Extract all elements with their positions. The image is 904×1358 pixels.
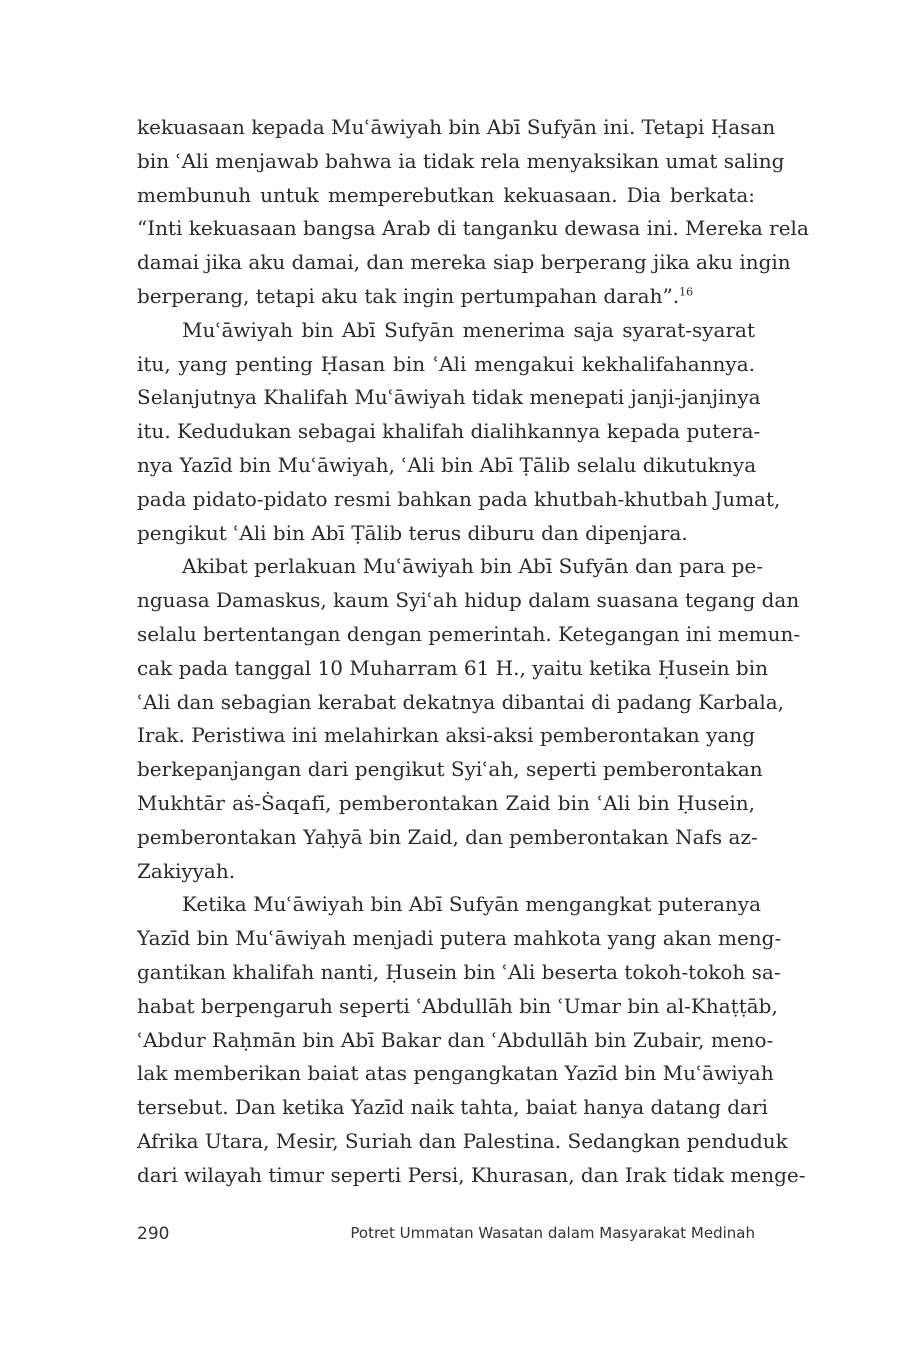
paragraph-4 (137, 888, 806, 1192)
running-title: Potret Ummatan Wasatan dalam Masyarakat Medinah (350, 1224, 755, 1242)
text-line: habat berpengaruh seperti ʿAbdullāh bin ʿUmar bin al-Khaṭṭāb, (137, 993, 778, 1018)
text-line: membunuh untuk memperebutkan kekuasaan. Dia berkata: (137, 182, 755, 207)
text-line: gantikan khalifah nanti, Ḥusein bin ʿAli beserta tokoh-tokoh sa- (137, 959, 781, 984)
body-text (137, 111, 809, 1193)
text-line: nguasa Damaskus, kaum Syiʿah hidup dalam suasana tegang dan (137, 588, 800, 613)
text-line: nya Yazīd bin Muʿāwiyah, ʿAli bin Abī Ṭālib selalu dikutuknya (137, 452, 757, 477)
text-line: Akibat perlakuan Muʿāwiyah bin Abī Sufyān dan para pe- (182, 554, 763, 579)
text-line: pemberontakan Yaḥyā bin Zaid, dan pemberontakan Nafs az- (137, 824, 758, 849)
paragraph-2 (137, 314, 781, 551)
text-line: Mukhtār aṡ-Ṡaqafī, pemberontakan Zaid bin ʿAli bin Ḥusein, (137, 790, 755, 815)
text-line: itu. Kedudukan sebagai khalifah dialihkannya kepada putera- (137, 419, 761, 444)
text-line: Irak. Peristiwa ini melahirkan aksi-aksi pemberontakan yang (137, 723, 755, 748)
text-line: Afrika Utara, Mesir, Suriah dan Palestina. Sedangkan penduduk (137, 1128, 788, 1153)
text-line: ʿAbdur Raḥmān bin Abī Bakar dan ʿAbdullāh bin Zubair, meno- (137, 1027, 774, 1052)
text-line (137, 280, 755, 314)
text-line: dari wilayah timur seperti Persi, Khurasan, dan Irak tidak menge- (137, 1162, 806, 1187)
text-line: Muʿāwiyah bin Abī Sufyān menerima saja syarat-syarat (182, 317, 755, 342)
text-line: Ketika Muʿāwiyah bin Abī Sufyān mengangkat puteranya (182, 892, 762, 917)
text-line: bin ʿAli menjawab bahwa ia tidak rela menyaksikan umat saling (137, 148, 785, 173)
text-line: Selanjutnya Khalifah Muʿāwiyah tidak menepati janji-janjinya (137, 385, 761, 410)
text-line: pengikut ʿAli bin Abī Ṭālib terus diburu dan dipenjara. (137, 520, 688, 545)
text-line: berkepanjangan dari pengikut Syiʿah, seperti pemberontakan (137, 757, 763, 782)
text-line: itu, yang penting Ḥasan bin ʿAli mengakui kekhalifahannya. (137, 351, 755, 376)
paragraph-3 (137, 550, 801, 888)
text-line: tersebut. Dan ketika Yazīd naik tahta, baiat hanya datang dari (137, 1095, 768, 1120)
text-line: “Inti kekuasaan bangsa Arab di tanganku dewasa ini. Mereka rela (137, 216, 809, 241)
text-line: ʿAli dan sebagian kerabat dekatnya dibantai di padang Karbala, (137, 689, 785, 714)
text-line: Yazīd bin Muʿāwiyah menjadi putera mahkota yang akan meng- (137, 926, 782, 951)
text-line: selalu bertentangan dengan pemerintah. Ketegangan ini memun- (137, 621, 801, 646)
text-line: cak pada tanggal 10 Muharram 61 H., yaitu ketika Ḥusein bin (137, 655, 769, 680)
text-line: Zakiyyah. (137, 858, 236, 883)
text-line-content: berperang, tetapi aku tak ingin pertumpahan darah”. (137, 283, 680, 308)
text-line: kekuasaan kepada Muʿāwiyah bin Abī Sufyān ini. Tetapi Ḥasan (137, 115, 776, 139)
page-body (137, 111, 809, 1193)
text-line: pada pidato-pidato resmi bahkan pada khutbah-khutbah Jumat, (137, 486, 781, 511)
text-line: damai jika aku damai, dan mereka siap berperang jika aku ingin (137, 250, 791, 275)
page-number: 290 (137, 1224, 170, 1244)
footnote-reference[interactable]: 16 (679, 285, 694, 299)
text-line: lak memberikan baiat atas pengangkatan Yazīd bin Muʿāwiyah (137, 1061, 774, 1086)
paragraph-1 (137, 111, 809, 314)
